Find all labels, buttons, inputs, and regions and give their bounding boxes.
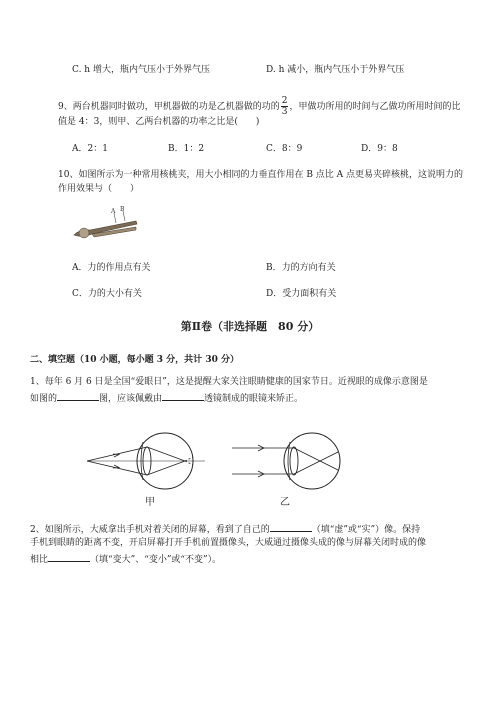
q9-text-before: 9、两台机器同时做功，甲机器做的功是乙机器做的功的 (58, 102, 280, 112)
q2-text-b: （填“虚”或“实”）像。保持 (311, 525, 421, 535)
q1-line1: 1、每年 6 月 6 日是全国“爱眼日”，这是提醒大家关注眼睛健康的国家节日。近视眼的成像示意图是 (30, 377, 428, 387)
q1-text-b: 图，应该佩戴由 (99, 394, 163, 404)
q2-blank-2[interactable] (48, 552, 90, 562)
q2-line1 (30, 522, 420, 537)
q9-option-a: A．2：1 (72, 144, 108, 154)
q2-line3 (30, 552, 221, 567)
eye-diagram-left (85, 428, 215, 494)
fig-caption-jia: 甲 (145, 497, 155, 508)
q10-line2: 作用效果与（ ） (58, 184, 140, 194)
q10-option-d: D．受力面积有关 (266, 289, 337, 299)
q10-option-c: C．力的大小有关 (72, 289, 142, 299)
q9-text-after: ，甲做功所用的时间与乙做功所用时间的比 (289, 102, 461, 112)
section2-heading: 二、填空题（10 小题，每小题 3 分，共计 30 分） (30, 355, 239, 365)
fig-caption-yi: 乙 (280, 497, 290, 508)
q2-text-c: 相比 (30, 555, 49, 565)
q8-option-d: D. h 减小，瓶内气压小于外界气压 (266, 65, 405, 75)
q8-option-c: C. h 增大，瓶内气压小于外界气压 (72, 65, 210, 75)
q2-blank-1[interactable] (270, 522, 312, 532)
eye-diagram-right (230, 428, 350, 494)
q1-line2 (30, 391, 303, 406)
q9-line2: 值是 4：3，则甲、乙两台机器的功率之比是( ) (58, 117, 260, 127)
q10-option-a: A．力的作用点有关 (72, 263, 151, 273)
q9-fraction (281, 96, 289, 117)
q1-blank-1[interactable] (57, 391, 99, 401)
q10-line1: 10、如图所示为一种常用核桃夹，用大小相同的力垂直作用在 B 点比 A 点更易夹碎核桃，这说明力的 (58, 170, 464, 180)
q9-frac-den: 3 (281, 107, 288, 117)
q9-option-d: D．9：8 (361, 144, 398, 154)
fig-label-b: B (120, 206, 125, 213)
fig-label-a: A (111, 208, 116, 215)
q9-line1 (58, 96, 460, 117)
q9-option-b: B．1：2 (168, 144, 205, 154)
nutcracker-figure (70, 205, 142, 245)
q2-line2: 手机到眼睛的距离不变，开启屏幕打开手机前置摄像头，大威通过摄像头成的像与屏幕关闭时成的像 (30, 538, 427, 548)
q2-text-d: （填“变大”、“变小”或“不变”）。 (90, 555, 222, 565)
q9-option-c: C．8：9 (266, 144, 303, 154)
q9-frac-num: 2 (281, 96, 288, 106)
q1-blank-2[interactable] (162, 391, 204, 401)
part2-title: 第Ⅱ卷（非选择题 80 分） (180, 320, 320, 333)
q2-text-a: 2、如图所示，大威拿出手机对着关闭的屏幕，看到了自己的 (30, 525, 270, 535)
q1-text-a: 如图的 (30, 394, 58, 404)
q1-text-c: 透镜制成的眼镜来矫正。 (204, 394, 304, 404)
q10-option-b: B．力的方向有关 (266, 263, 336, 273)
